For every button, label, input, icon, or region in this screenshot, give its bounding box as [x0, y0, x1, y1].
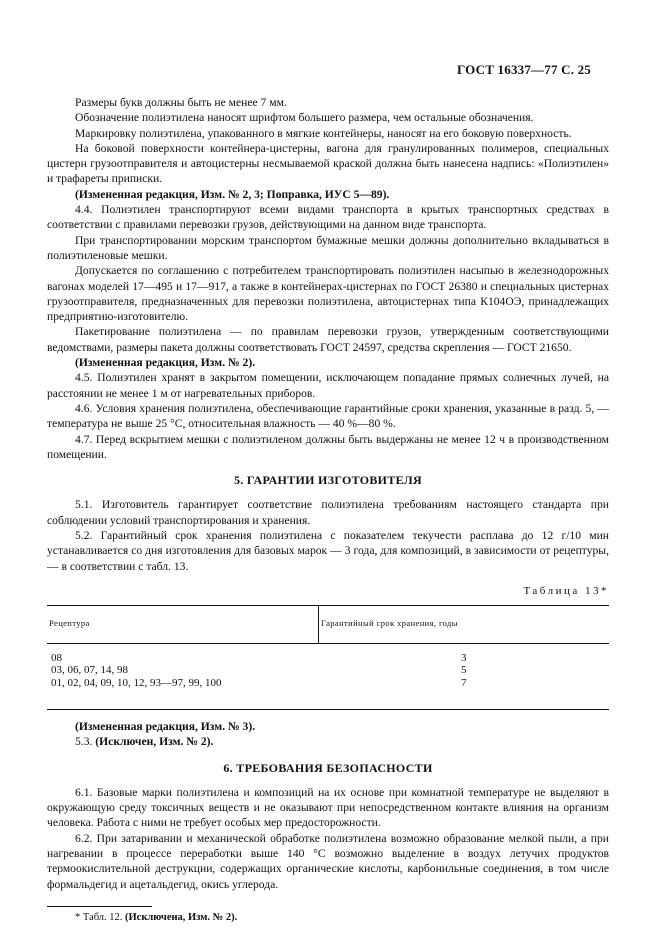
table-row — [47, 677, 609, 710]
storage-table — [47, 605, 609, 710]
footnote-bold-text: (Исключена, Изм. № 2). — [125, 911, 238, 923]
paragraph: 6.2. При затаривании и механической обработке полиэтилена возможно образование мелкой пыли, а при нагревании в процессе переработки выше 140 °С возможно выделение в воздух летучих продуктов термоокислительной деструкции, содержащих органические кислоты, карбонильные соединения, в том числе формальдегид и ацетальдегид, окись углерода. — [47, 831, 609, 891]
footnote — [47, 910, 609, 925]
amendment-note: (Измененная редакция, Изм. № 2, 3; Поправка, ИУС 5—89). — [75, 187, 390, 201]
table-cell: 5 — [461, 664, 467, 676]
table-cell: 3 — [461, 651, 467, 664]
table-header-cell: Рецептура — [47, 606, 319, 643]
amendment-note: (Измененная редакция, Изм. № 3). — [75, 720, 256, 733]
amendment-note: (Исключен, Изм. № 2). — [95, 735, 214, 749]
paragraph: 4.7. Перед вскрытием мешки с полиэтиленом должны быть выдержаны не менее 12 ч в производственном помещении. — [47, 432, 609, 461]
item-number: 5.3. — [75, 735, 93, 749]
paragraph: 5.2. Гарантийный срок хранения полиэтилена с показателем текучести расплава до 12 г/10 мин устанавливается со дня изготовления для базовых марок — 3 года, для композиций, в зависимости от рецептуры, — в соответствии с табл. 13. — [47, 529, 609, 573]
table-cell: 08 — [51, 651, 62, 664]
footnote-divider — [47, 906, 152, 907]
table-row — [47, 643, 609, 664]
table-caption: Таблица 13* — [523, 584, 609, 597]
section-title: 6. ТРЕБОВАНИЯ БЕЗОПАСНОСТИ — [223, 760, 433, 775]
paragraph: Обозначение полиэтилена наносят шрифтом большего размера, чем остальные обозначения. — [75, 111, 534, 125]
page-header: ГОСТ 16337—77 С. 25 — [457, 62, 591, 77]
paragraph: 5.1. Изготовитель гарантирует соответствие полиэтилена требованиям настоящего стандарта при соблюдении условий транспортирования и хранения. — [47, 498, 609, 527]
document-body — [47, 95, 609, 925]
table-row — [47, 664, 609, 677]
footnote-text: * Табл. 12. — [75, 911, 123, 923]
paragraph: Допускается по соглашению с потребителем транспортировать полиэтилен насыпью в железнодорожных вагонах моделей 17—495 и 17—917, а также в контейнерах-цистернах по ГОСТ 26380 и специальных цистернах грузоотправителя, предназначенных для перевозки полиэтилена, автоцистернах типа К104ОЭ, принадлежащих предприятию-изготовителю. — [47, 264, 609, 324]
paragraph: 4.6. Условия хранения полиэтилена, обеспечивающие гарантийные сроки хранения, указанные в разд. 5, — температура не выше 25 °С, относительная влажность — 40 %—80 %. — [47, 401, 609, 431]
paragraph: 4.4. Полиэтилен транспортируют всеми видами транспорта в крытых транспортных средствах в соответствии с правилами перевозки грузов, действующими на данном виде транспорта. — [47, 203, 609, 232]
paragraph: Пакетирование полиэтилена — по правилам перевозки грузов, утвержденным соответствующими ведомствами, размеры пакета должны соответствовать ГОСТ 24597, средства скрепления — ГОСТ 21650. — [47, 325, 609, 354]
paragraph: На боковой поверхности контейнера-цистерны, вагона для гранулированных полимеров, специальных цистерн грузоотправителя и автоцистерны несмываемой краской должна быть нанесена надпись: «Полиэтилен» и трафареты приписки. — [47, 141, 609, 186]
paragraph: 6.1. Базовые марки полиэтилена и композиций на их основе при комнатной температуре не выделяют в окружающую среду токсичных веществ и не оказывают при непосредственном контакте влияния на организм человека. Работа с ними не требует особых мер предосторожности. — [47, 785, 609, 830]
table-cell: 03, 06, 07, 14, 98 — [51, 664, 128, 676]
paragraph: При транспортировании морским транспортом бумажные мешки должны дополнительно вкладываться в полиэтиленовые мешки. — [47, 233, 609, 262]
section-title: 5. ГАРАНТИИ ИЗГОТОВИТЕЛЯ — [234, 473, 422, 488]
table-cell: 7 — [319, 677, 610, 710]
paragraph: 4.5. Полиэтилен хранят в закрытом помещении, исключающем попадание прямых солнечных лучей, на расстоянии не менее 1 м от нагревательных приборов. — [47, 371, 609, 400]
paragraph — [47, 734, 609, 749]
paragraph: Маркировку полиэтилена, упакованного в мягкие контейнеры, наносят на его боковую поверхность. — [75, 126, 572, 140]
amendment-note: (Измененная редакция, Изм. № 2). — [75, 356, 256, 370]
table-header-cell: Гарантийный срок хранения, годы — [319, 606, 610, 643]
table-cell: 01, 02, 04, 09, 10, 12, 93—97, 99, 100 — [47, 677, 319, 710]
paragraph: Размеры букв должны быть не менее 7 мм. — [75, 96, 287, 109]
